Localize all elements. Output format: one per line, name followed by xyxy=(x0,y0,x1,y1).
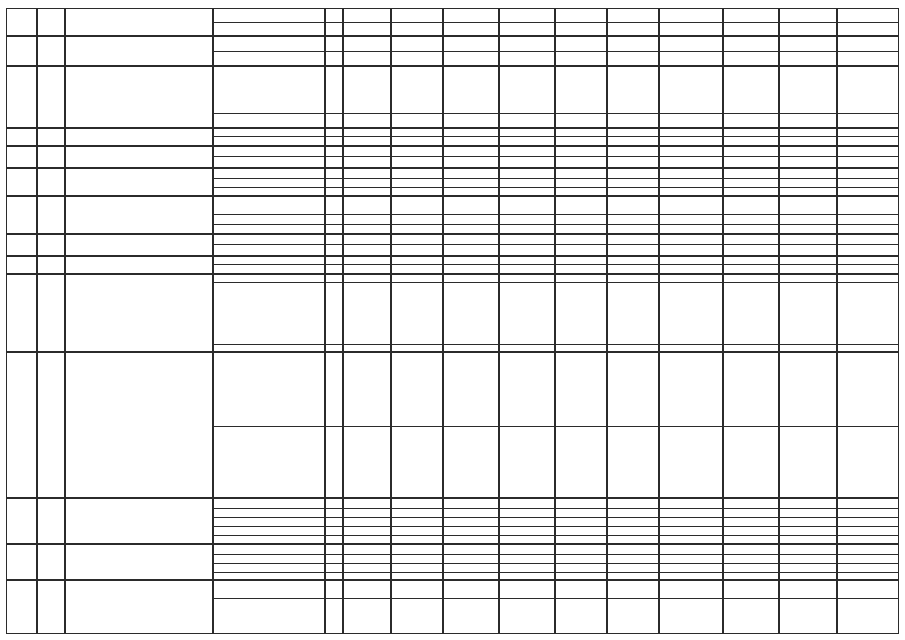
sub-row-line xyxy=(212,214,899,215)
sub-row-line xyxy=(212,598,899,599)
table-row xyxy=(6,66,899,128)
sub-row-line xyxy=(212,113,899,114)
sub-row-line xyxy=(212,264,899,265)
column-divider xyxy=(554,8,556,634)
column-divider xyxy=(606,8,608,634)
table-row xyxy=(6,498,899,544)
table-row xyxy=(6,234,899,256)
sub-row-line xyxy=(212,282,899,283)
table-row xyxy=(6,128,899,146)
specification-table xyxy=(6,8,899,634)
sub-row-line xyxy=(212,563,899,564)
sub-row-line xyxy=(212,344,899,345)
sub-row-line xyxy=(212,572,899,573)
column-divider xyxy=(498,8,500,634)
table-row xyxy=(6,544,899,580)
column-divider xyxy=(442,8,444,634)
table-row xyxy=(6,352,899,498)
column-divider xyxy=(36,8,38,634)
column-divider xyxy=(390,8,392,634)
sub-row-line xyxy=(212,426,899,427)
sub-row-line xyxy=(212,517,899,518)
sub-row-line xyxy=(212,156,899,157)
sub-row-line xyxy=(212,508,899,509)
table-row xyxy=(6,274,899,352)
sub-row-line xyxy=(212,526,899,527)
column-divider xyxy=(722,8,724,634)
sub-row-line xyxy=(212,535,899,536)
table-row xyxy=(6,196,899,234)
sub-row-line xyxy=(212,224,899,225)
column-divider xyxy=(342,8,344,634)
table-row xyxy=(6,146,899,168)
sub-row-line xyxy=(212,187,899,188)
column-divider xyxy=(64,8,66,634)
sub-row-line xyxy=(212,554,899,555)
sub-row-line xyxy=(212,244,899,245)
sub-row-line xyxy=(212,178,899,179)
table-row xyxy=(6,256,899,274)
sub-row-line xyxy=(212,51,899,52)
column-divider xyxy=(778,8,780,634)
table-row xyxy=(6,168,899,196)
table-row xyxy=(6,580,899,634)
column-divider xyxy=(658,8,660,634)
column-divider xyxy=(836,8,838,634)
column-divider xyxy=(324,8,326,634)
sub-row-line xyxy=(212,22,899,23)
column-divider xyxy=(212,8,214,634)
sub-row-line xyxy=(212,136,899,137)
